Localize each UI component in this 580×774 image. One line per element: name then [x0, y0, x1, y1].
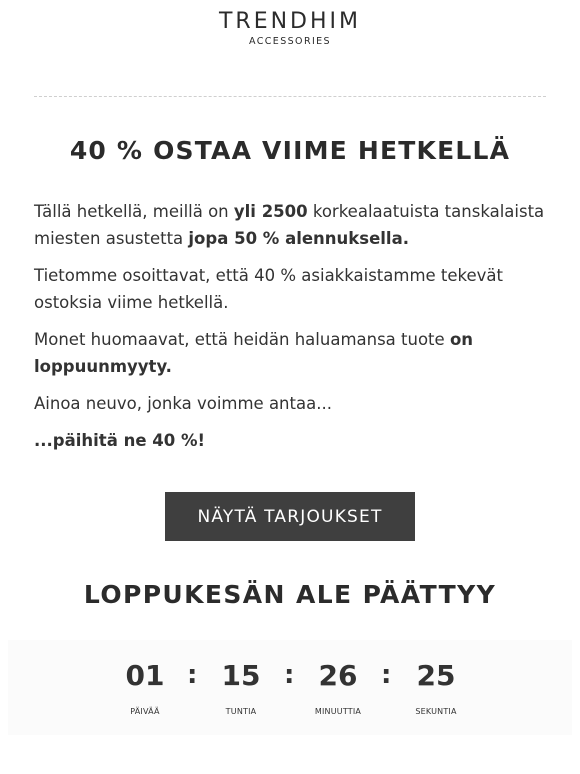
paragraph-2: Tietomme osoittavat, että 40 % asiakkaistamme tekevät ostoksia viime hetkellä.	[34, 266, 504, 312]
minutes-value: 26	[318, 659, 358, 692]
brand-name: TRENDHIM	[218, 9, 362, 34]
countdown-title: LOPPUKESÄN ALE PÄÄTTYY	[83, 580, 497, 609]
countdown-separator: :	[187, 660, 198, 690]
countdown-days	[105, 658, 185, 716]
header-divider	[34, 96, 546, 97]
countdown-hours	[201, 658, 281, 716]
brand-logo[interactable]	[0, 10, 580, 47]
hours-value: 15	[221, 659, 261, 692]
paragraph-5: ...päihitä ne 40 %!	[34, 431, 206, 450]
headline: 40 % OSTAA VIIME HETKELLÄ	[69, 136, 511, 165]
paragraph-3: Monet huomaavat, että heidän haluamansa tuote on loppuunmyyty.	[34, 330, 474, 376]
days-label: PÄIVÄÄ	[130, 707, 160, 716]
seconds-value: 25	[416, 659, 456, 692]
brand-tagline: ACCESSORIES	[249, 36, 331, 47]
countdown-separator: :	[381, 660, 392, 690]
countdown-separator: :	[284, 660, 295, 690]
body-text	[34, 198, 546, 464]
minutes-label: MINUUTTIA	[314, 707, 362, 716]
hours-label: TUNTIA	[225, 707, 257, 716]
days-value: 01	[125, 659, 165, 692]
paragraph-1: Tällä hetkellä, meillä on yli 2500 korkealaatuista tanskalaista miesten asustetta jopa 50 % alennuksella.	[34, 202, 545, 248]
show-offers-button[interactable]: NÄYTÄ TARJOUKSET	[165, 492, 415, 541]
countdown-seconds	[396, 658, 476, 716]
countdown-minutes	[298, 658, 378, 716]
seconds-label: SEKUNTIA	[415, 707, 457, 716]
countdown-timer	[8, 640, 572, 735]
paragraph-4: Ainoa neuvo, jonka voimme antaa...	[34, 394, 332, 413]
